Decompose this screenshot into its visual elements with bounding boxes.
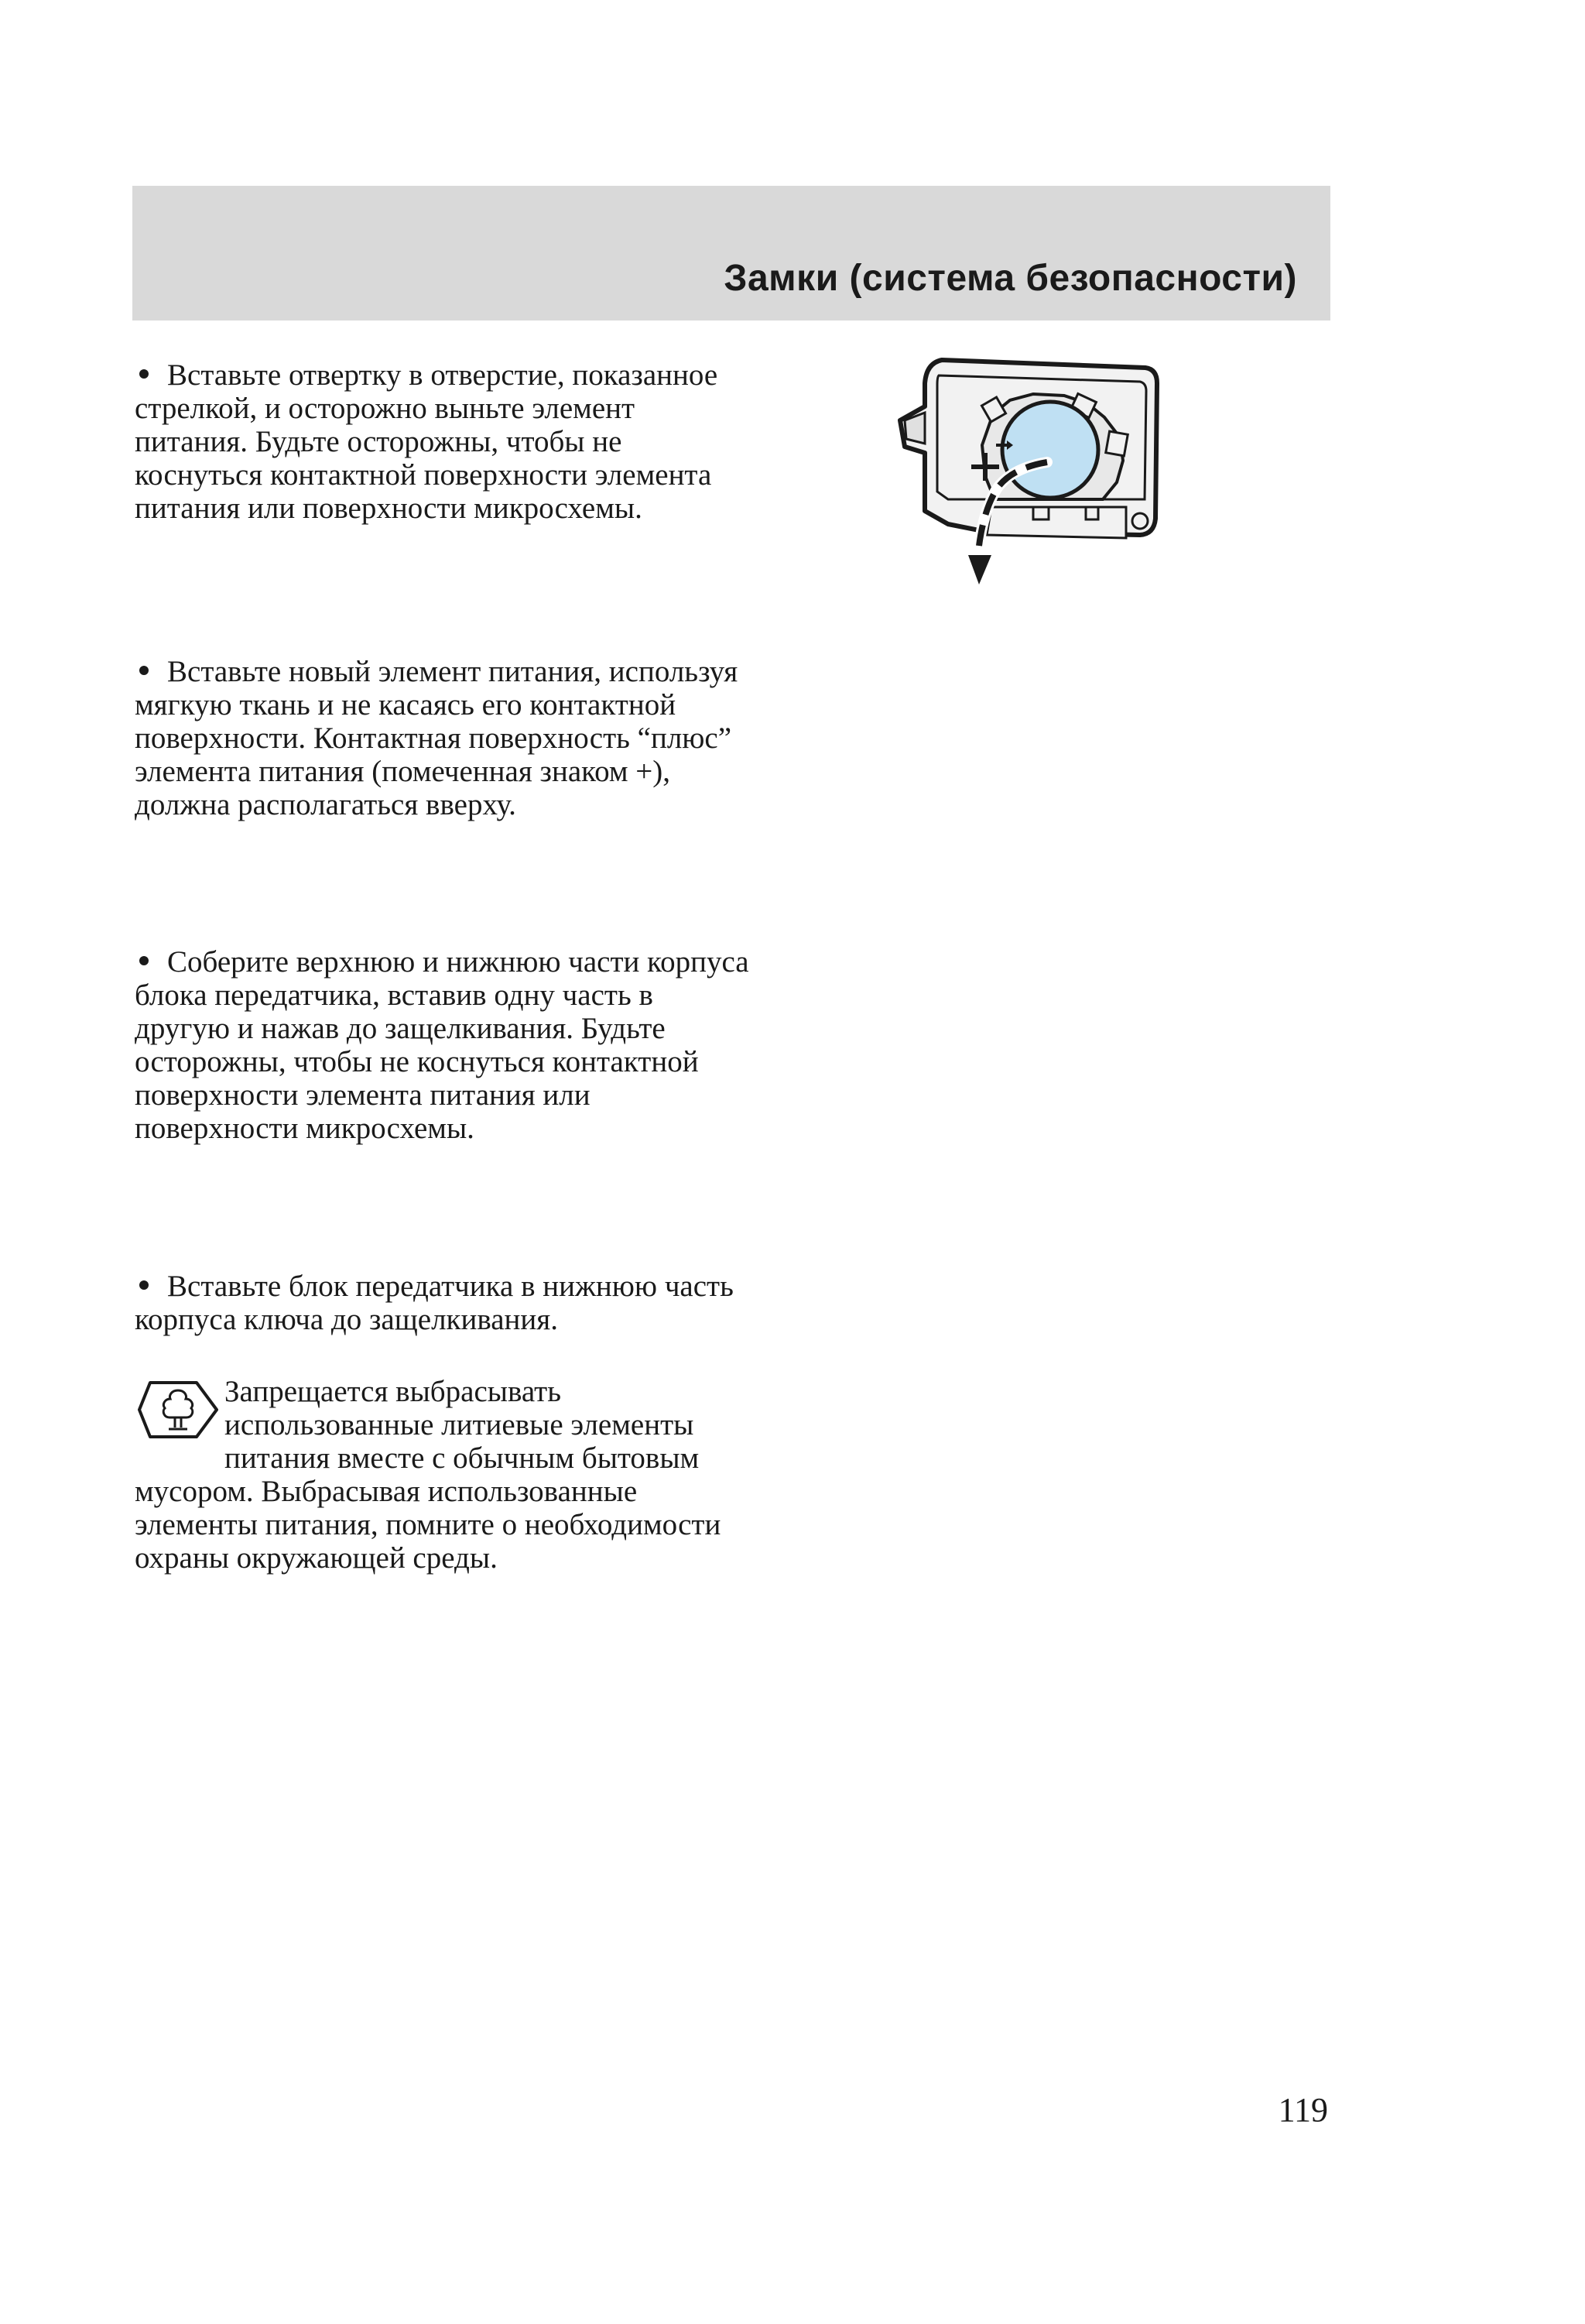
section-title: Замки (система безопасности) xyxy=(724,258,1297,299)
page-number: 119 xyxy=(1278,2091,1328,2129)
tree-icon xyxy=(135,1375,221,1445)
bullet-icon xyxy=(135,945,167,979)
instruction-item xyxy=(135,655,754,821)
environment-note-text: Запрещается выбрасывать использованные литиевые элементы питания вместе с обычным бытовым мусором. Выбрасывая использованные элементы питания, помните о необходимости охраны окружающей среды. xyxy=(135,1375,721,1575)
bullet-icon xyxy=(135,1270,167,1303)
instruction-item xyxy=(135,945,754,1145)
bullet-icon xyxy=(135,358,167,392)
environment-note xyxy=(135,1375,754,1575)
section-header xyxy=(132,186,1330,320)
instruction-text: Соберите верхнюю и нижнюю части корпуса блока передатчика, вставив одну часть в другую и нажав до защелкивания. Будьте осторожны, чтобы не коснуться контактной поверхности элемента питания или поверхности микросхемы. xyxy=(135,945,749,1145)
instruction-item xyxy=(135,1270,754,1336)
instruction-text: Вставьте блок передатчика в нижнюю часть корпуса ключа до защелкивания. xyxy=(135,1270,734,1336)
instruction-text: Вставьте новый элемент питания, используя мягкую ткань и не касаясь его контактной поверхности. Контактная поверхность “плюс” элемента питания (помеченная знаком +), должна располагаться вверху. xyxy=(135,655,738,821)
bullet-icon xyxy=(135,655,167,688)
instruction-item xyxy=(135,358,754,525)
instruction-text: Вставьте отвертку в отверстие, показанное стрелкой, и осторожно выньте элемент питания. Будьте осторожны, чтобы не коснуться контактной поверхности элемента питания или поверхности микросхемы. xyxy=(135,358,718,525)
key-transmitter-battery-icon xyxy=(894,352,1180,592)
